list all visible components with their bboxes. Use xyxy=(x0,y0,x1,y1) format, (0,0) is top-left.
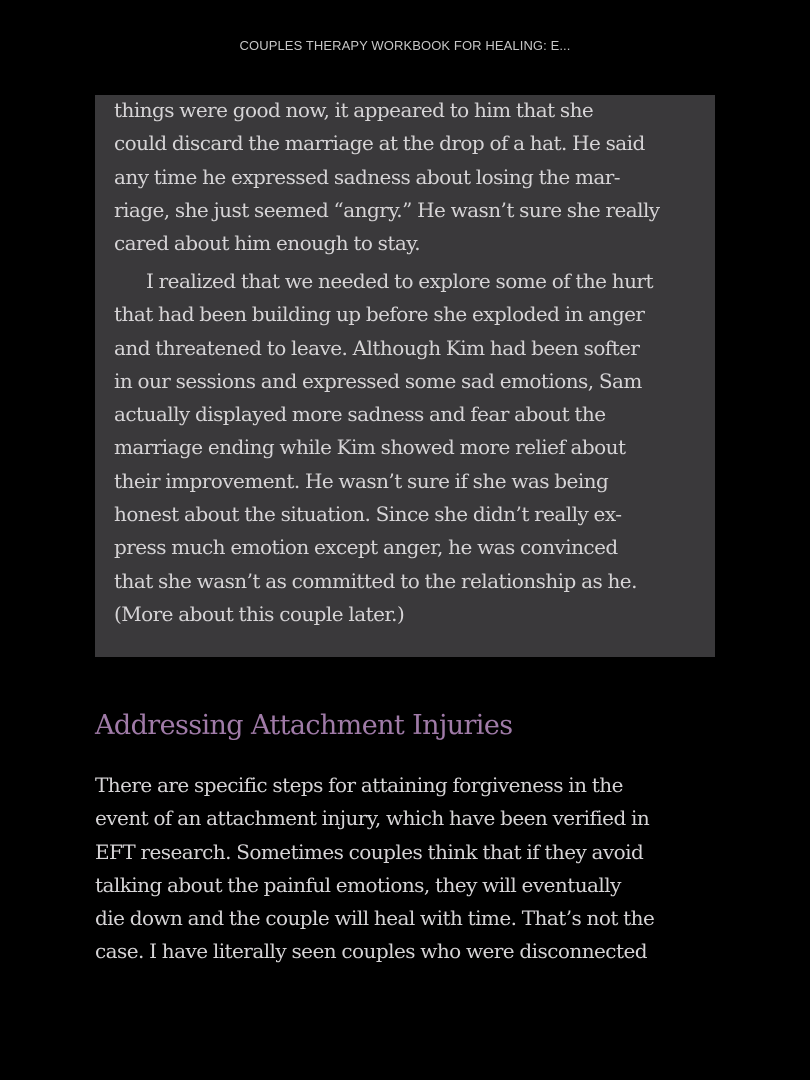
text-line: that had been building up before she exploded in anger xyxy=(114,302,645,327)
case-study-box xyxy=(95,95,715,657)
text-line: riage, she just seemed “angry.” He wasn’t sure she really xyxy=(114,197,660,222)
section-heading: Addressing Attachment Injuries xyxy=(95,710,513,741)
text-line: press much emotion except anger, he was convinced xyxy=(114,535,618,560)
text-line: cared about him enough to stay. xyxy=(114,231,421,256)
text-line: in our sessions and expressed some sad emotions, Sam xyxy=(114,368,642,393)
text-line: marriage ending while Kim showed more relief about xyxy=(114,435,626,460)
text-line: (More about this couple later.) xyxy=(114,601,405,626)
text-line: I realized that we needed to explore some of the hurt xyxy=(146,269,653,293)
text-line: case. I have literally seen couples who were disconnected xyxy=(95,939,647,964)
text-line: any time he expressed sadness about losing the mar- xyxy=(114,164,621,189)
section-body-paragraph xyxy=(95,769,654,969)
text-line: event of an attachment injury, which have been verified in xyxy=(95,806,650,831)
text-line: could discard the marriage at the drop of a hat. He said xyxy=(114,131,645,156)
text-line: and threatened to leave. Although Kim had been softer xyxy=(114,335,640,360)
text-line: things were good now, it appeared to him that she xyxy=(114,98,594,122)
text-line: honest about the situation. Since she didn’t really ex- xyxy=(114,502,622,527)
book-title-header: COUPLES THERAPY WORKBOOK FOR HEALING: E... xyxy=(239,38,571,53)
text-line: There are specific steps for attaining forgiveness in the xyxy=(95,773,623,797)
text-line: actually displayed more sadness and fear about the xyxy=(114,402,606,427)
case-study-paragraph-2 xyxy=(114,265,653,631)
text-line: their improvement. He wasn’t sure if she was being xyxy=(114,468,609,493)
text-line: that she wasn’t as committed to the relationship as he. xyxy=(114,568,637,593)
case-study-paragraph-1 xyxy=(114,94,660,260)
text-line: EFT research. Sometimes couples think that if they avoid xyxy=(95,839,644,864)
text-line: talking about the painful emotions, they will eventually xyxy=(95,872,621,897)
text-line: die down and the couple will heal with time. That’s not the xyxy=(95,906,655,931)
